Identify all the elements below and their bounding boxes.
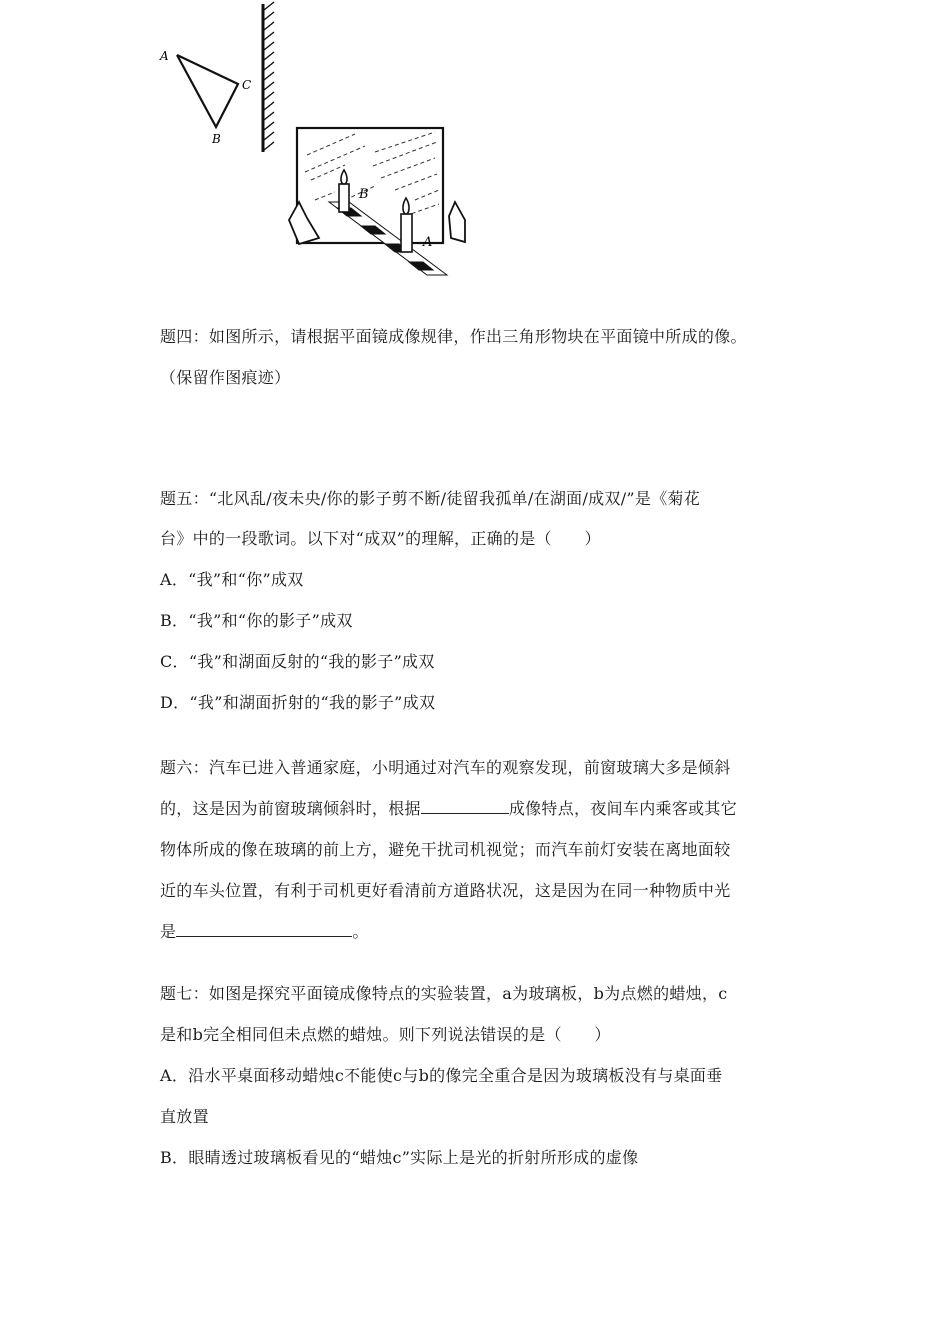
- plane-mirror: [263, 2, 274, 152]
- candle-a: [401, 198, 412, 252]
- q6-blank-2[interactable]: [176, 922, 352, 937]
- label-b2: B: [359, 187, 369, 202]
- label-b: B: [212, 132, 221, 146]
- q6-line-2-end: 成像特点，夜间车内乘客或其它: [508, 799, 738, 818]
- q7-line-2: 是和b完全相同但未点燃的蜡烛。则下列说法错误的是（ ）: [160, 1025, 611, 1044]
- label-c: C: [242, 78, 252, 92]
- q4-line-2: （保留作图痕迹）: [160, 368, 291, 387]
- q5-option-b: B．“我”和“你的影子”成双: [160, 611, 353, 630]
- q7-line-1: 题七：如图是探究平面镜成像特点的实验装置，a为玻璃板，b为点燃的蜡烛，c: [160, 984, 728, 1003]
- label-a2: A: [423, 235, 433, 250]
- q5-option-d: D．“我”和湖面折射的“我的影子”成双: [160, 693, 436, 712]
- q7-option-a-line-1: A．沿水平桌面移动蜡烛c不能使c与b的像完全重合是因为玻璃板没有与桌面垂: [160, 1066, 723, 1085]
- q5-option-c: C．“我”和湖面反射的“我的影子”成双: [160, 652, 435, 671]
- q7-option-b: B．眼睛透过玻璃板看见的“蜡烛c”实际上是光的折射所形成的虚像: [160, 1148, 639, 1167]
- glass-stand-left: [289, 202, 319, 244]
- q6-line-3: 物体所成的像在玻璃的前上方，避免干扰司机视觉；而汽车前灯安装在离地面较: [160, 840, 731, 859]
- label-a: A: [160, 49, 169, 63]
- q6-line-5-start: 是: [160, 922, 177, 941]
- q6-blank-1[interactable]: [421, 799, 509, 814]
- q5-line-1: 题五：“北风乱/夜未央/你的影子剪不断/徒留我孤单/在湖面/成双/”是《菊花: [160, 489, 701, 508]
- q6-line-4: 近的车头位置，有利于司机更好看清前方道路状况，这是因为在同一种物质中光: [160, 881, 731, 900]
- q6-line-5-end: 。: [352, 922, 369, 941]
- q6-line-1: 题六：汽车已进入普通家庭，小明通过对汽车的观察发现，前窗玻璃大多是倾斜: [160, 758, 731, 777]
- q5-option-a: A．“我”和“你”成双: [160, 570, 304, 589]
- mirror-triangle-figure: [150, 0, 290, 160]
- glass-stand-right: [449, 202, 465, 242]
- candle-b: [339, 170, 349, 212]
- q5-line-2: 台》中的一段歌词。以下对“成双”的理解，正确的是（ ）: [160, 529, 601, 548]
- q6-line-5: [160, 922, 369, 942]
- q6-line-2-start: 的，这是因为前窗玻璃倾斜时，根据: [160, 799, 421, 818]
- glass-plate-candle-figure: [285, 120, 475, 280]
- q4-line-1: 题四：如图所示，请根据平面镜成像规律，作出三角形物块在平面镜中所成的像。: [160, 327, 747, 346]
- triangle-abc: [177, 55, 238, 127]
- q6-line-2: [160, 799, 737, 819]
- q7-option-a-line-2: 直放置: [160, 1107, 209, 1126]
